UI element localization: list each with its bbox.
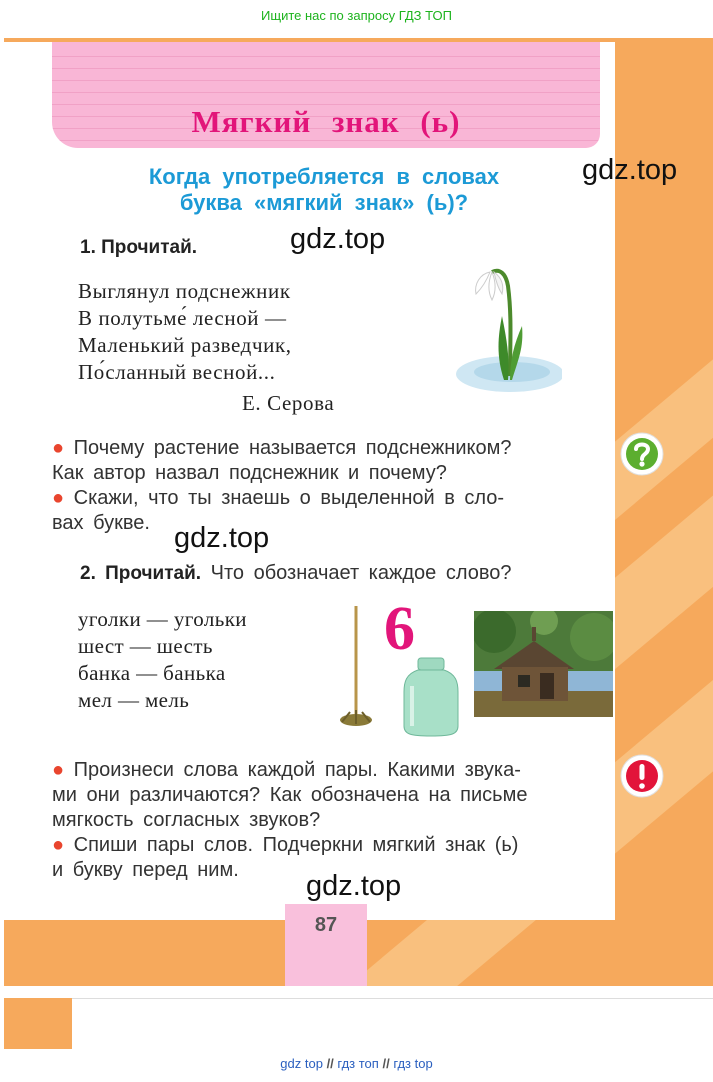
bullet-icon: ● xyxy=(52,487,65,509)
banner-link[interactable]: Ищите нас по запросу ГДЗ ТОП xyxy=(261,8,452,23)
page-title: Мягкий знак (ь) xyxy=(191,104,461,139)
poem-line: В полутьме́ лесной — xyxy=(78,306,287,330)
questions-block-1 xyxy=(52,436,608,536)
question-text: вах букве. xyxy=(52,512,150,534)
page-number: 87 xyxy=(314,914,338,936)
question-badge-icon xyxy=(620,432,664,476)
question-text: и букву перед ним. xyxy=(52,859,239,881)
watermark: gdz.top xyxy=(174,522,270,554)
word-pairs xyxy=(78,606,247,714)
bullet-icon: ● xyxy=(52,834,65,856)
word-pair: уголки — угольки xyxy=(78,607,247,631)
word-pair: шест — шесть xyxy=(78,634,213,658)
snowdrop-illustration xyxy=(452,256,562,396)
divider xyxy=(72,998,713,999)
poem-author: Е. Серова xyxy=(242,391,335,415)
bathhouse-photo xyxy=(474,611,613,717)
footer-separator: // xyxy=(382,1056,390,1071)
watermark: gdz.top xyxy=(306,870,402,902)
question-text: Спиши пары слов. Подчеркни мягкий знак (ь) xyxy=(73,834,519,856)
task-1-label: 1. Прочитай. xyxy=(80,237,198,258)
word-pair: банка — банька xyxy=(78,661,226,685)
bullet-icon: ● xyxy=(52,759,65,781)
questions-block-2 xyxy=(52,758,608,883)
next-page-edge xyxy=(4,998,72,1049)
subtitle-line-1: Когда употребляется в словах xyxy=(148,164,500,189)
bullet-icon: ● xyxy=(52,437,65,459)
subtitle-line-2: буква «мягкий знак» (ь)? xyxy=(179,190,469,215)
question-text: Скажи, что ты знаешь о выделенной в сло- xyxy=(73,487,505,509)
question-text: Как автор назвал подснежник и почему? xyxy=(52,462,447,484)
task-2-label: 2. Прочитай. xyxy=(80,563,202,584)
question-text: Произнеси слова каждой пары. Какими звука- xyxy=(73,759,521,781)
jar-illustration xyxy=(402,656,460,738)
footer-link[interactable]: гдз топ xyxy=(337,1056,379,1071)
exclamation-badge-icon xyxy=(620,754,664,798)
task-2 xyxy=(80,562,512,585)
top-banner xyxy=(0,0,713,34)
pole-illustration xyxy=(336,604,376,730)
poem-line: По́сланный весной... xyxy=(78,360,276,384)
footer-separator: // xyxy=(326,1056,334,1071)
poem-line: Выглянул подснежник xyxy=(78,279,291,303)
poem xyxy=(78,278,292,386)
footer-links xyxy=(0,1056,713,1071)
word-pair: мел — мель xyxy=(78,688,190,712)
task-2-question: Что обозначает каждое слово? xyxy=(210,562,512,584)
question-text: Почему растение называется подснежником? xyxy=(73,437,512,459)
poem-line: Маленький разведчик, xyxy=(78,333,292,357)
watermark: gdz.top xyxy=(582,154,678,186)
footer-link[interactable]: gdz top xyxy=(280,1056,323,1071)
question-text: мягкость согласных звуков? xyxy=(52,809,321,831)
question-text: ми они различаются? Как обозначена на письме xyxy=(52,784,528,806)
numeral-six: 6 xyxy=(384,595,415,663)
watermark: gdz.top xyxy=(290,223,386,255)
footer-link[interactable]: гдз top xyxy=(393,1056,433,1071)
